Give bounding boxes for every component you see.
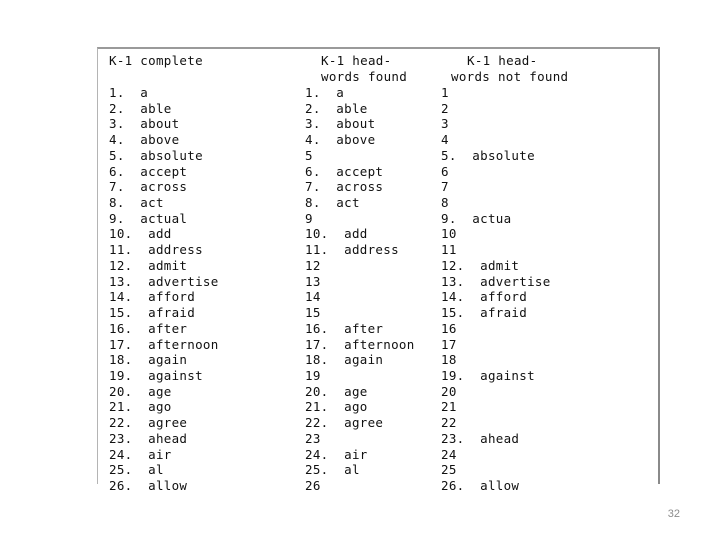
not-found-cell: 15. afraid — [441, 305, 528, 321]
not-found-cell: 2 — [441, 100, 449, 116]
table-row — [98, 431, 658, 447]
header-found-line2: words found — [321, 69, 408, 84]
found-cell: 13 — [305, 273, 321, 289]
not-found-cell: 26. allow — [441, 478, 520, 493]
table-row — [98, 195, 658, 211]
header-not-found-line2: words not found — [451, 69, 569, 84]
not-found-cell: 12. admit — [441, 257, 520, 273]
found-cell: 16. after — [305, 320, 384, 336]
found-cell: 26 — [305, 478, 321, 493]
table-row — [98, 447, 658, 463]
found-cell: 19 — [305, 367, 321, 383]
found-cell: 21. ago — [305, 399, 368, 415]
k1-complete-cell: 1. a — [109, 85, 149, 100]
not-found-cell: 10 — [441, 226, 457, 242]
table-row — [98, 305, 658, 321]
table-row — [98, 179, 658, 195]
table-row — [98, 101, 658, 117]
found-cell: 14 — [305, 289, 321, 305]
k1-complete-cell: 16. after — [109, 320, 188, 336]
table-row — [98, 211, 658, 227]
k1-complete-cell: 26. allow — [109, 478, 188, 493]
found-cell: 22. agree — [305, 415, 384, 431]
found-cell: 17. afternoon — [305, 336, 415, 352]
header-k1-complete: K-1 complete — [109, 53, 203, 68]
found-cell: 25. al — [305, 462, 360, 478]
k1-complete-cell: 21. ago — [109, 399, 172, 415]
k1-complete-cell: 17. afternoon — [109, 336, 219, 352]
table-row — [98, 116, 658, 132]
not-found-cell: 25 — [441, 462, 457, 478]
k1-complete-cell: 9. actual — [109, 210, 188, 226]
not-found-cell: 8 — [441, 195, 449, 211]
found-cell: 12 — [305, 257, 321, 273]
not-found-cell: 18 — [441, 352, 457, 368]
table-row — [98, 289, 658, 305]
not-found-cell: 21 — [441, 399, 457, 415]
page-number: 32 — [667, 508, 680, 520]
not-found-cell: 1 — [441, 85, 449, 100]
not-found-cell: 14. afford — [441, 289, 528, 305]
table-row — [98, 242, 658, 258]
found-cell: 18. again — [305, 352, 384, 368]
k1-complete-cell: 2. able — [109, 100, 172, 116]
k1-complete-cell: 22. agree — [109, 415, 188, 431]
not-found-cell: 9. actua — [441, 210, 512, 226]
k1-complete-cell: 6. accept — [109, 163, 188, 179]
found-cell: 11. address — [305, 242, 399, 258]
not-found-cell: 16 — [441, 320, 457, 336]
table-row — [98, 226, 658, 242]
table-row — [98, 258, 658, 274]
found-cell: 3. about — [305, 116, 376, 132]
table-row — [98, 368, 658, 384]
header-found-line1: K-1 head- — [321, 53, 392, 68]
found-cell: 15 — [305, 305, 321, 321]
table-row — [98, 415, 658, 431]
k1-complete-cell: 12. admit — [109, 257, 188, 273]
k1-complete-cell: 7. across — [109, 179, 188, 195]
k1-complete-cell: 14. afford — [109, 289, 196, 305]
table-row — [98, 85, 658, 101]
k1-complete-cell: 25. al — [109, 462, 164, 478]
found-cell: 2. able — [305, 100, 368, 116]
not-found-cell: 4 — [441, 132, 449, 148]
found-cell: 4. above — [305, 132, 376, 148]
table-row — [98, 478, 658, 494]
k1-complete-cell: 19. against — [109, 367, 203, 383]
k1-complete-cell: 20. age — [109, 383, 172, 399]
found-cell: 23 — [305, 430, 321, 446]
found-cell: 10. add — [305, 226, 368, 242]
found-cell: 9 — [305, 210, 313, 226]
scanned-word-table — [97, 47, 660, 493]
k1-complete-cell: 10. add — [109, 226, 172, 242]
not-found-cell: 11 — [441, 242, 457, 258]
table-row — [98, 462, 658, 478]
not-found-cell: 6 — [441, 163, 449, 179]
not-found-cell: 17 — [441, 336, 457, 352]
table-row — [98, 148, 658, 164]
k1-complete-cell: 5. absolute — [109, 147, 203, 163]
table-row — [98, 337, 658, 353]
k1-complete-cell: 15. afraid — [109, 305, 196, 321]
not-found-cell: 20 — [441, 383, 457, 399]
table-row — [98, 274, 658, 290]
found-cell: 20. age — [305, 383, 368, 399]
k1-complete-cell: 18. again — [109, 352, 188, 368]
not-found-cell: 22 — [441, 415, 457, 431]
not-found-cell: 7 — [441, 179, 449, 195]
not-found-cell: 23. ahead — [441, 430, 520, 446]
found-cell: 8. act — [305, 195, 360, 211]
header-not-found-line1: K-1 head- — [467, 53, 538, 68]
k1-complete-cell: 13. advertise — [109, 273, 219, 289]
k1-complete-cell: 24. air — [109, 446, 172, 462]
table-row — [98, 384, 658, 400]
table-row — [98, 132, 658, 148]
found-cell: 5 — [305, 147, 313, 163]
table-row — [98, 321, 658, 337]
table-row — [98, 352, 658, 368]
found-cell: 7. across — [305, 179, 384, 195]
k1-complete-cell: 11. address — [109, 242, 203, 258]
not-found-cell: 3 — [441, 116, 449, 132]
found-cell: 24. air — [305, 446, 368, 462]
k1-complete-cell: 3. about — [109, 116, 180, 132]
k1-complete-cell: 23. ahead — [109, 430, 188, 446]
table-row — [98, 399, 658, 415]
not-found-cell: 24 — [441, 446, 457, 462]
not-found-cell: 13. advertise — [441, 273, 551, 289]
found-cell: 6. accept — [305, 163, 384, 179]
not-found-cell: 19. against — [441, 367, 535, 383]
not-found-cell: 5. absolute — [441, 147, 535, 163]
k1-complete-cell: 4. above — [109, 132, 180, 148]
k1-complete-cell: 8. act — [109, 195, 164, 211]
found-cell: 1. a — [305, 85, 345, 100]
table-row — [98, 164, 658, 180]
